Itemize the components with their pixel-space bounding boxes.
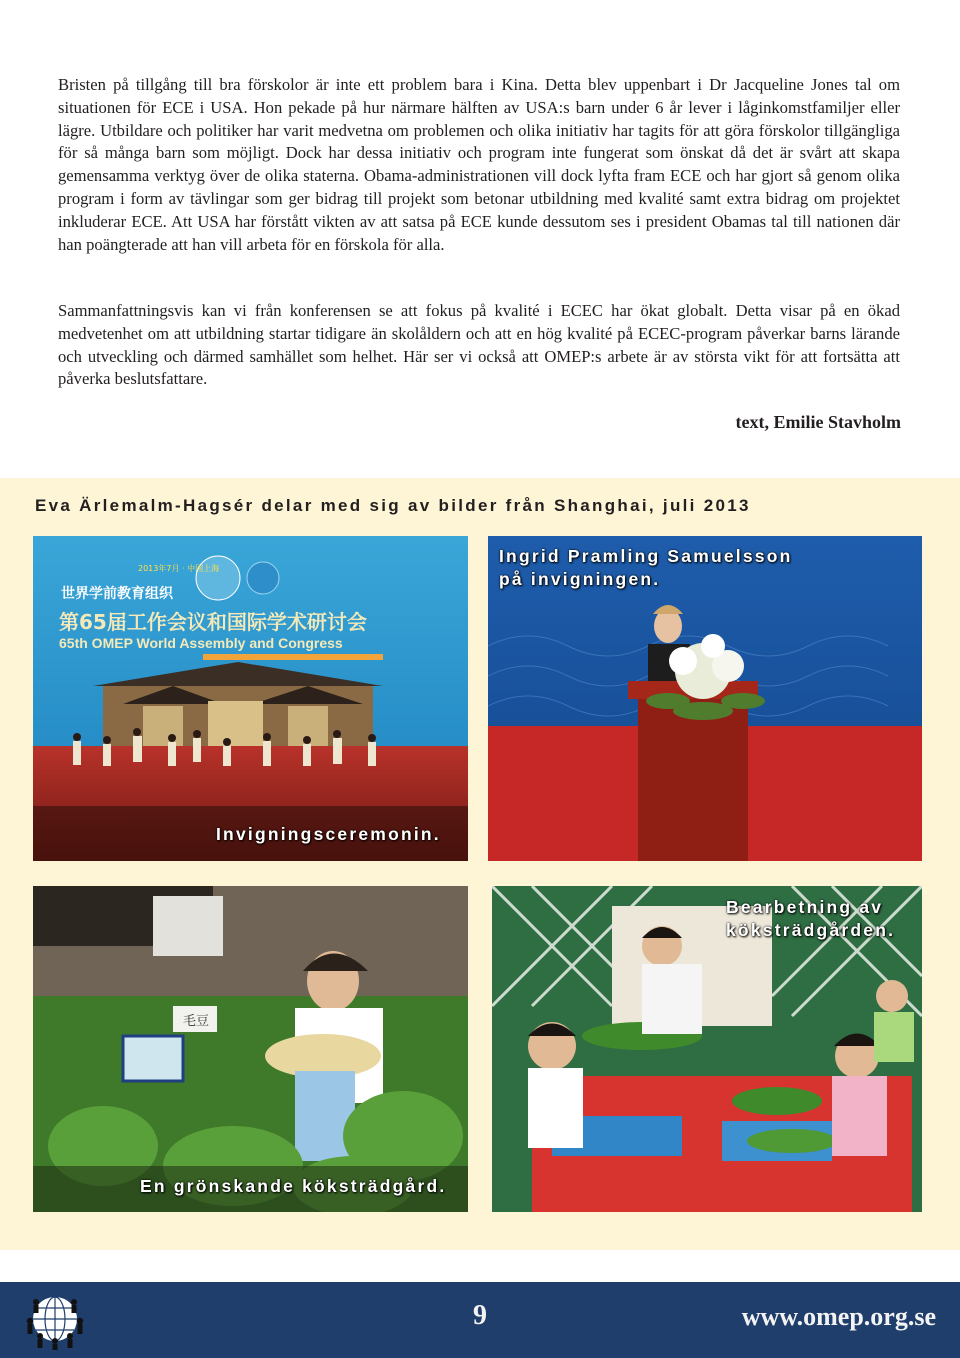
photo-gallery	[0, 478, 960, 1250]
caption-opening-ceremony: Invigningsceremonin.	[216, 824, 441, 844]
article-paragraph-1: Bristen på tillgång till bra förskolor är inte ett problem bara i Kina. Detta blev uppenbart i Dr Jacqueline Jones tal om situationen för ECE i USA. Hon pekade på hur närmare hälften av USA:s barn under 6 år lever i låginkomstfamiljer eller lägre. Utbildare och politiker har varit medvetna om problemen och olika initiativ har tagits för att göra förskolor tillgängliga för så många barn som möjligt. Dock har dessa initiativ och program inte fungerat som önskat då det är svårt att skapa gemensamma verktyg över de olika staterna. Obama-administrationen vill dock lyfta fram ECE och har gjort så genom olika program i form av tävlingar som ger bidrag till projekt som betonar utbildning med kvalité samt extra bidrag om projektet inkluderar ECE. Att USA har förstått vikten av att satsa på ECE kunde dessutom ses i president Obamas tal till nationen där han poängterade att han vill arbeta för en förskola för alla.	[58, 75, 900, 254]
photo-children-garden-work	[492, 886, 922, 1212]
banner-cn-top: 2013年7月 · 中国上海	[138, 564, 220, 573]
article-paragraph-2: Sammanfattningsvis kan vi från konferensen se att fokus på kvalité i ECEC har ökat globalt. Detta visar på en ökad medvetenhet om att utbildning startar tidigare än skolåldern och att en hög kvalité på ECEC-program påverkar barns lärande och utveckling och därmed samhället som helhet. Här ser vi också att OMEP:s arbete är av största vikt för att fortsätta att påverka beslutsfattare.	[58, 301, 900, 389]
gallery-title: Eva Ärlemalm-Hagsér delar med sig av bilder från Shanghai, juli 2013	[35, 496, 751, 515]
caption-garden-work: Bearbetning av köksträdgården.	[726, 897, 896, 940]
article-author: text, Emilie Stavholm	[735, 412, 901, 432]
page-footer	[0, 1282, 960, 1358]
photo-green-garden	[33, 886, 468, 1212]
website-link[interactable]: www.omep.org.se	[741, 1302, 936, 1331]
banner-org: 世界学前教育组织	[61, 586, 173, 602]
page-number: 9	[473, 1300, 487, 1331]
garden-sign-text: 毛豆	[183, 1014, 210, 1029]
banner-en-title: 65th OMEP World Assembly and Congress	[59, 635, 343, 651]
photo-opening-ceremony	[33, 536, 468, 861]
banner-cn-title: 第65届工作会议和国际学术研讨会	[59, 610, 367, 634]
caption-green-garden: En grönskande köksträdgård.	[140, 1176, 447, 1196]
top-band	[0, 0, 960, 28]
caption-speaker: Ingrid Pramling Samuelsson på invigningen.	[499, 546, 793, 589]
photo-speaker-podium	[488, 536, 922, 861]
